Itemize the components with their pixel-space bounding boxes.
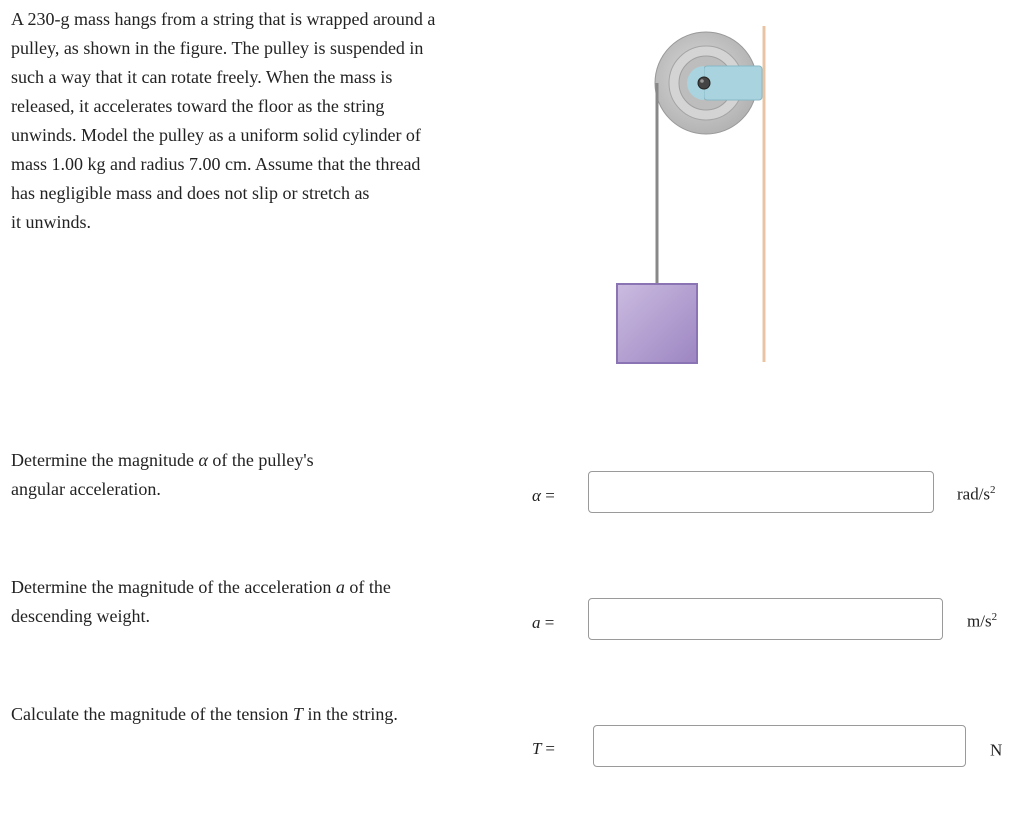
problem-statement — [11, 5, 501, 237]
problem-line: A 230-g mass hangs from a string that is wrapped around a — [11, 9, 436, 29]
equals-sign: = — [545, 739, 555, 758]
t-label — [532, 739, 555, 759]
problem-line: it unwinds. — [11, 212, 92, 232]
question-text: angular acceleration. — [11, 479, 161, 499]
question-symbol: α — [198, 450, 208, 470]
equals-sign: = — [545, 486, 555, 505]
question-text: in the string. — [302, 704, 398, 724]
tension-answer-input[interactable] — [593, 725, 966, 767]
equals-sign: = — [544, 613, 555, 632]
tension-unit — [990, 740, 1002, 761]
axle — [698, 77, 710, 89]
question-angular-acceleration — [11, 446, 471, 504]
question-acceleration — [11, 573, 471, 631]
unit-exponent: 2 — [990, 484, 996, 496]
alpha-symbol: α — [532, 486, 541, 505]
question-text: of the pulley's — [207, 450, 314, 470]
pulley-figure — [600, 20, 780, 380]
question-text: descending weight. — [11, 606, 150, 626]
problem-line: unwinds. Model the pulley as a uniform solid cylinder of — [11, 125, 421, 145]
problem-line: such a way that it can rotate freely. When the mass is — [11, 67, 393, 87]
question-text: Determine the magnitude — [11, 450, 199, 470]
question-text: Determine the magnitude of the acceleration — [11, 577, 336, 597]
question-symbol: a — [335, 577, 345, 597]
a-symbol: a — [532, 613, 541, 632]
unit-text: N — [990, 740, 1003, 760]
problem-line: has negligible mass and does not slip or stretch as — [11, 183, 370, 203]
t-symbol: T — [532, 739, 542, 758]
bracket — [704, 66, 762, 100]
a-answer-input[interactable] — [588, 598, 943, 640]
a-unit — [967, 611, 997, 632]
unit-text: rad/s — [957, 484, 991, 504]
alpha-unit — [957, 484, 996, 505]
alpha-answer-input[interactable] — [588, 471, 934, 513]
question-symbol: T — [292, 704, 303, 724]
alpha-label — [532, 486, 555, 506]
problem-line: mass 1.00 kg and radius 7.00 cm. Assume that the thread — [11, 154, 421, 174]
unit-text: m/s — [967, 611, 992, 631]
problem-line: released, it accelerates toward the floor as the string — [11, 96, 385, 116]
question-text: of the — [344, 577, 391, 597]
axle-highlight — [700, 79, 704, 83]
hanging-mass — [617, 284, 697, 363]
question-text: Calculate the magnitude of the tension — [11, 704, 293, 724]
unit-exponent: 2 — [991, 611, 998, 623]
question-tension — [11, 700, 471, 729]
problem-line: pulley, as shown in the figure. The pulley is suspended in — [11, 38, 424, 58]
a-label — [532, 613, 554, 633]
